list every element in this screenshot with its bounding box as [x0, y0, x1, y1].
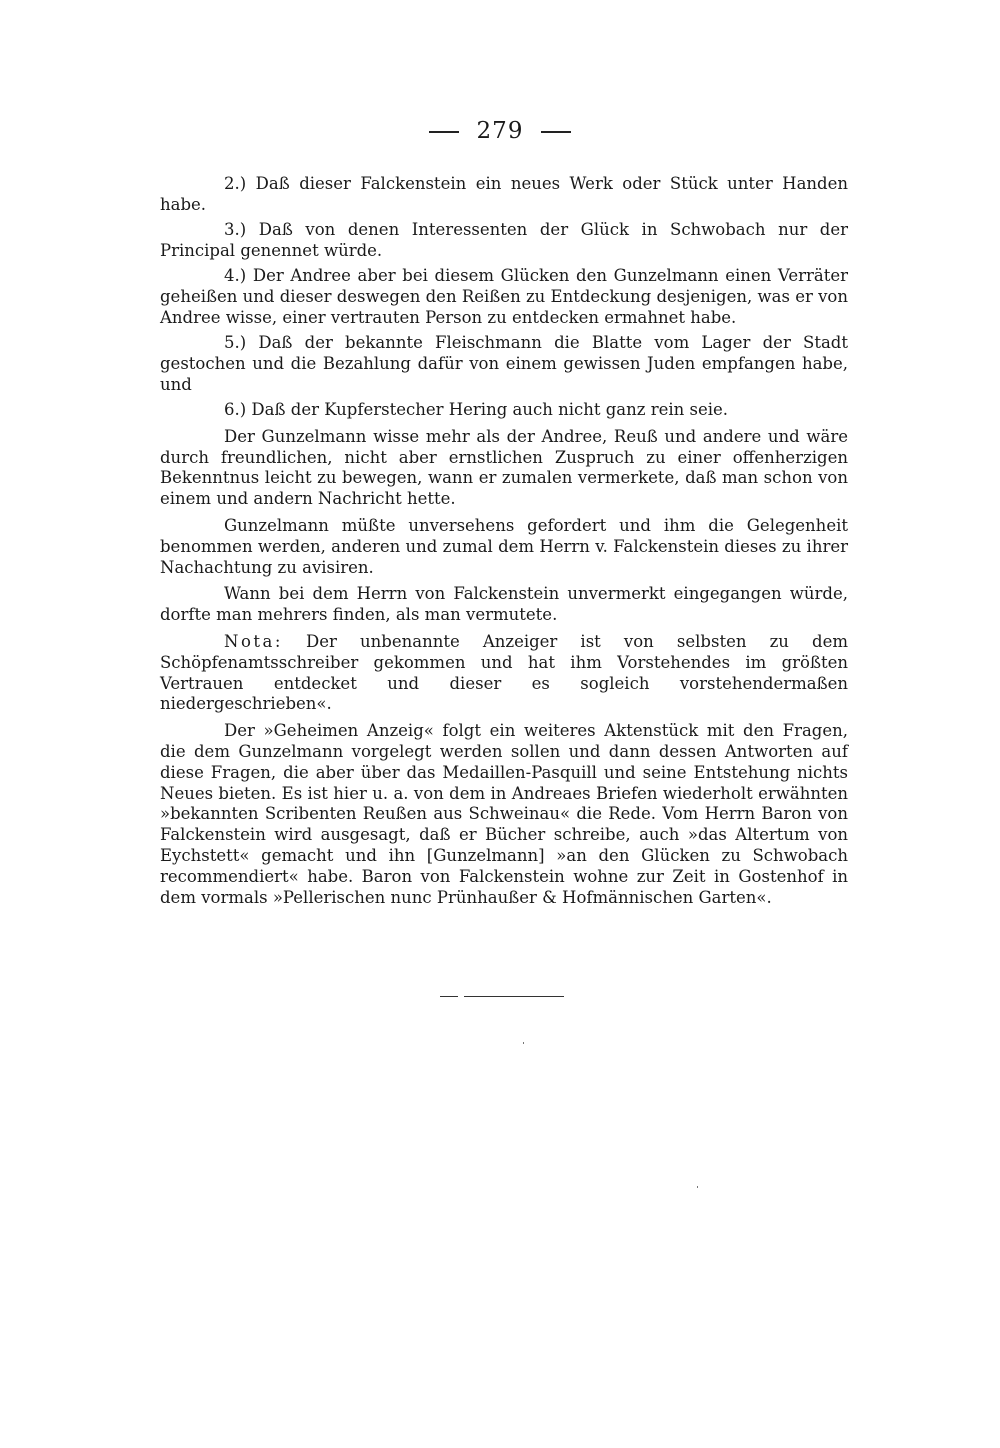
paragraph-gunzelmann-wisse: Der Gunzelmann wisse mehr als der Andree, Reuß und andere und wäre durch freundlichen, nicht aber ernstlichen Zuspruch zu einer offenherzigen Bekenntnus leicht zu bewegen, wann er zumalen vermerkete, daß man schon von einem und andern Nachricht hette.: [160, 426, 848, 509]
scan-speck: [697, 1186, 698, 1188]
paragraph-geheimen-anzeig: Der »Geheimen Anzeig« folgt ein weiteres Aktenstück mit den Fragen, die dem Gunzelmann vorgelegt werden sollen und dann dessen Antworten auf diese Fragen, die aber über das Medaillen-Pasquill und seine Entstehung nichts Neues bieten. Es ist hier u. a. von dem in Andreaes Briefen wiederholt erwähnten »bekannten Scribenten Reußen aus Schweinau« die Rede. Vom Herrn Baron von Falckenstein wird ausgesagt, daß er Bücher schreibe, auch »das Altertum von Eychstett« gemacht und ihn [Gunzelmann] »an den Glücken zu Schwobach recommendiert« habe. Baron von Falckenstein wohne zur Zeit in Gostenhof in dem vormals »Pellerischen nunc Prünhaußer & Hofmännischen Garten«.: [160, 721, 848, 907]
section-end-rule: [440, 996, 564, 997]
list-item-3: 3.) Daß von denen Interessenten der Glück in Schwobach nur der Principal genennet würde.: [160, 220, 848, 260]
paragraph-wann-bei: Wann bei dem Herrn von Falckenstein unvermerkt eingegangen würde, dorfte man mehrers finden, als man vermutete.: [160, 584, 848, 625]
page-number: 279: [476, 118, 524, 144]
header-dash-left: [429, 131, 459, 133]
list-item-5: 5.) Daß der bekannte Fleischmann die Blatte vom Lager der Stadt gestochen und die Bezahlung dafür von einem gewissen Juden empfangen habe, und: [160, 333, 848, 394]
nota-text: Der unbenannte Anzeiger ist von selbsten zu dem Schöpfenamtsschreiber gekommen und hat ihm Vorstehendes im größten Vertrauen entdecket und dieser es sogleich vorstehendermaßen niedergeschrieben«.: [160, 631, 848, 714]
page-header: [0, 118, 1000, 144]
list-item-2: 2.) Daß dieser Falckenstein ein neues Werk oder Stück unter Handen habe.: [160, 174, 848, 214]
header-dash-right: [541, 131, 571, 133]
list-item-6: 6.) Daß der Kupferstecher Hering auch nicht ganz rein seie.: [224, 399, 729, 419]
scan-speck: [523, 1042, 524, 1044]
nota-label: Nota:: [224, 631, 283, 651]
body-text: [160, 174, 848, 913]
paragraph-gunzelmann-muesste: Gunzelmann müßte unversehens gefordert und ihm die Gelegenheit benommen werden, anderen und zumal dem Herrn v. Falckenstein dieses zu ihrer Nachachtung zu avisiren.: [160, 515, 848, 577]
list-item-4: 4.) Der Andree aber bei diesem Glücken den Gunzelmann einen Verräter geheißen und dieser deswegen den Reißen zu Entdeckung desjenigen, was er von Andree wisse, einer vertrauten Person zu entdecken ermahnet habe.: [160, 266, 848, 327]
paragraph-nota: [160, 632, 848, 715]
